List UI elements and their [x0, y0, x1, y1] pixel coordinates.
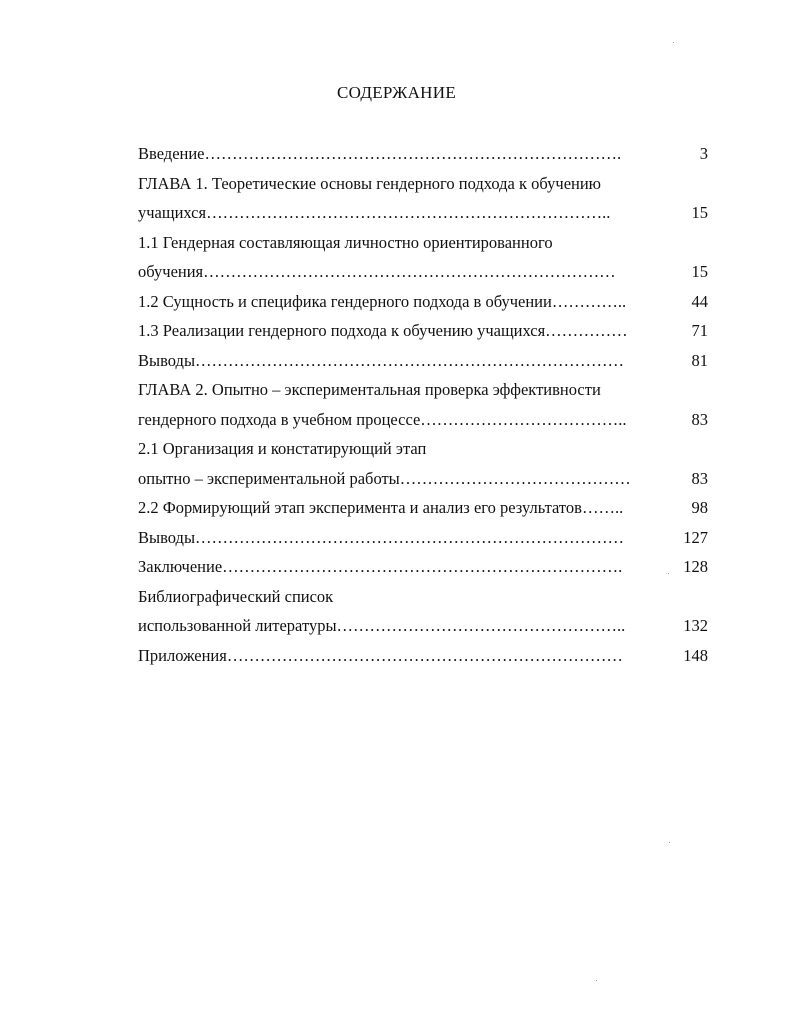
- toc-entry-page: 83: [691, 468, 708, 488]
- toc-entry-text: гендерного подхода в учебном процессе………………………………..: [138, 409, 627, 429]
- toc-entry-page: 83: [691, 409, 708, 429]
- toc-entry-text: Введение………………………………………………………………….: [138, 144, 622, 163]
- toc-entry-text: 1.2 Сущность и специфика гендерного подхода в обучении…………..: [138, 291, 627, 311]
- toc-entry-section-1-2: [138, 287, 713, 317]
- toc-entry-page: 15: [691, 262, 708, 281]
- toc-entry-page: 128: [683, 557, 708, 576]
- toc-entry-text: Выводы……………………………………………………………………: [138, 350, 625, 370]
- toc-entry-text: Выводы……………………………………………………………………: [138, 527, 625, 547]
- scan-speck: [669, 842, 670, 843]
- toc-entry-appendices: [138, 641, 713, 671]
- toc-entry-section-1-1-title: [138, 228, 713, 258]
- toc-entry-chapter-1-cont: [138, 198, 713, 228]
- toc-entry-section-2-1-cont: [138, 464, 713, 494]
- toc-entry-text: использованной литературы……………………………………………..: [138, 616, 626, 635]
- toc-entry-text: Заключение……………………………………………………………….: [138, 557, 623, 576]
- page-title: СОДЕРЖАНИЕ: [336, 83, 457, 102]
- toc-entry-chapter-2-cont: [138, 405, 713, 435]
- scan-speck: [673, 42, 674, 43]
- toc-entry-conclusions-1: [138, 346, 713, 376]
- toc-entry-page: 98: [691, 498, 708, 517]
- toc-entry-text: 1.3 Реализации гендерного подхода к обучению учащихся……………: [138, 321, 628, 340]
- toc-entry-bibliography-title: [138, 582, 713, 612]
- toc-entry-chapter-2-title: [138, 375, 713, 405]
- toc-entry-section-1-3: [138, 316, 713, 346]
- toc-entry-text: обучения…………………………………………………………………: [138, 262, 616, 281]
- toc-entry-text: ГЛАВА 2. Опытно – экспериментальная проверка эффективности: [138, 380, 601, 399]
- toc-entry-text: опытно – экспериментальной работы……………………………………: [138, 468, 631, 488]
- toc-entry-bibliography-cont: [138, 611, 713, 641]
- table-of-contents: [138, 139, 713, 670]
- toc-entry-section-2-2: [138, 493, 713, 523]
- toc-entry-introduction: [138, 139, 713, 169]
- toc-entry-chapter-1-title: [138, 169, 713, 199]
- toc-entry-page: 148: [683, 645, 708, 665]
- toc-entry-text: ГЛАВА 1. Теоретические основы гендерного подхода к обучению: [138, 173, 602, 193]
- toc-entry-text: учащихся………………………………………………………………..: [138, 203, 611, 222]
- toc-entry-section-2-1-title: [138, 434, 713, 464]
- toc-entry-conclusions-2: [138, 523, 713, 553]
- toc-entry-section-1-1-cont: [138, 257, 713, 287]
- toc-entry-page: 44: [691, 291, 708, 311]
- toc-entry-text: Библиографический список: [138, 586, 334, 606]
- toc-entry-conclusion: [138, 552, 713, 582]
- toc-entry-page: 3: [699, 144, 708, 163]
- toc-entry-text: 2.1 Организация и констатирующий этап: [138, 439, 427, 458]
- toc-entry-page: 81: [691, 350, 708, 370]
- toc-entry-text: 2.2 Формирующий этап эксперимента и анализ его результатов……..: [138, 498, 624, 517]
- toc-entry-text: Приложения………………………………………………………………: [138, 645, 623, 665]
- scan-speck: [668, 573, 669, 574]
- toc-entry-text: 1.1 Гендерная составляющая личностно ориентированного: [138, 232, 553, 252]
- toc-entry-page: 132: [683, 616, 708, 635]
- toc-entry-page: 127: [683, 527, 708, 547]
- toc-entry-page: 15: [691, 203, 708, 222]
- scan-speck: [596, 980, 597, 981]
- toc-entry-page: 71: [691, 321, 708, 340]
